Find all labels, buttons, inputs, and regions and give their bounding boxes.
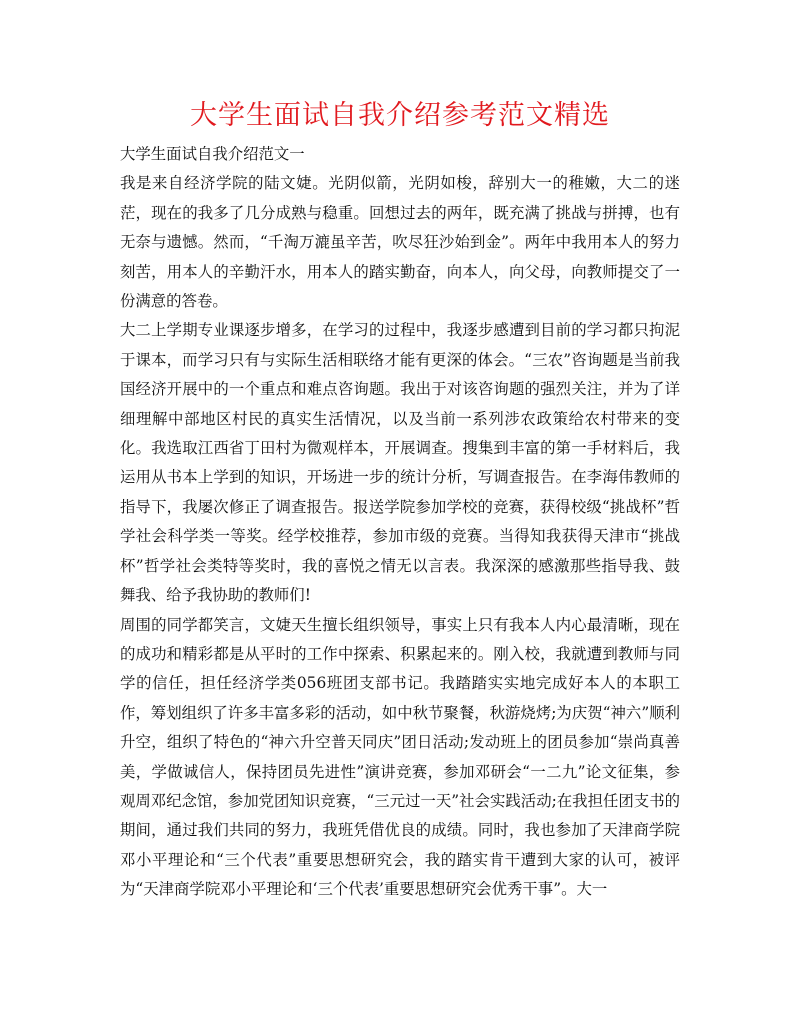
- paragraph-2: 大二上学期专业课逐步增多，在学习的过程中，我逐步感遭到目前的学习都只拘泥于课本，而学习只有与实际生活相联络才能有更深的体会。“三农”咨询题是当前我国经济开展中的一个重点和难点咨询题。我出于对该咨询题的强烈关注，并为了详细理解中部地区村民的真实生活情况，以及当前一系列涉农政策给农村带来的变化。我选取江西省丁田村为微观样本，开展调查。搜集到丰富的第一手材料后，我运用从书本上学到的知识，开场进一步的统计分析，写调查报告。在李海伟教师的指导下，我屡次修正了调查报告。报送学院参加学校的竞赛，获得校级“挑战杯”哲学社会科学类一等奖。经学校推荐，参加市级的竞赛。当得知我获得天津市“挑战杯”哲学社会类特等奖时，我的喜悦之情无以言表。我深深的感激那些指导我、鼓舞我、给予我协助的教师们!: [120, 321, 680, 605]
- document-body: [120, 140, 680, 905]
- paragraph-1: 我是来自经济学院的陆文婕。光阴似箭，光阴如梭，辞别大一的稚嫩，大二的迷茫，现在的我多了几分成熟与稳重。回想过去的两年，既充满了挑战与拼搏，也有无奈与遗憾。然而，“千淘万漉虽辛苦，吹尽狂沙始到金”。两年中我用本人的努力刻苦，用本人的辛勤汗水，用本人的踏实勤奋，向本人，向父母，向教师提交了一份满意的答卷。: [120, 174, 680, 311]
- paragraph-3: 周围的同学都笑言，文婕天生擅长组织领导，事实上只有我本人内心最清晰，现在的成功和精彩都是从平时的工作中探索、积累起来的。刚入校，我就遭到教师与同学的信任，担任经济学类056班团支部书记。我踏踏实实地完成好本人的本职工作，筹划组织了许多丰富多彩的活动，如中秋节聚餐，秋游烧烤;为庆贺“神六”顺利升空，组织了特色的“神六升空普天同庆”团日活动;发动班上的团员参加“崇尚真善美，学做诚信人，保持团员先进性”演讲竞赛，参加邓研会“一二九”论文征集，参观周邓纪念馆，参加党团知识竞赛，“三元过一天”社会实践活动;在我担任团支书的期间，通过我们共同的努力，我班凭借优良的成绩。同时，我也参加了天津商学院邓小平理论和“三个代表”重要思想研究会，我的踏实肯干遭到大家的认可，被评为“天津商学院邓小平理论和‘三个代表’重要思想研究会优秀干事”。大一: [120, 615, 680, 899]
- document-title: 大学生面试自我介绍参考范文精选: [190, 100, 610, 131]
- section-subtitle: 大学生面试自我介绍范文一: [120, 145, 305, 163]
